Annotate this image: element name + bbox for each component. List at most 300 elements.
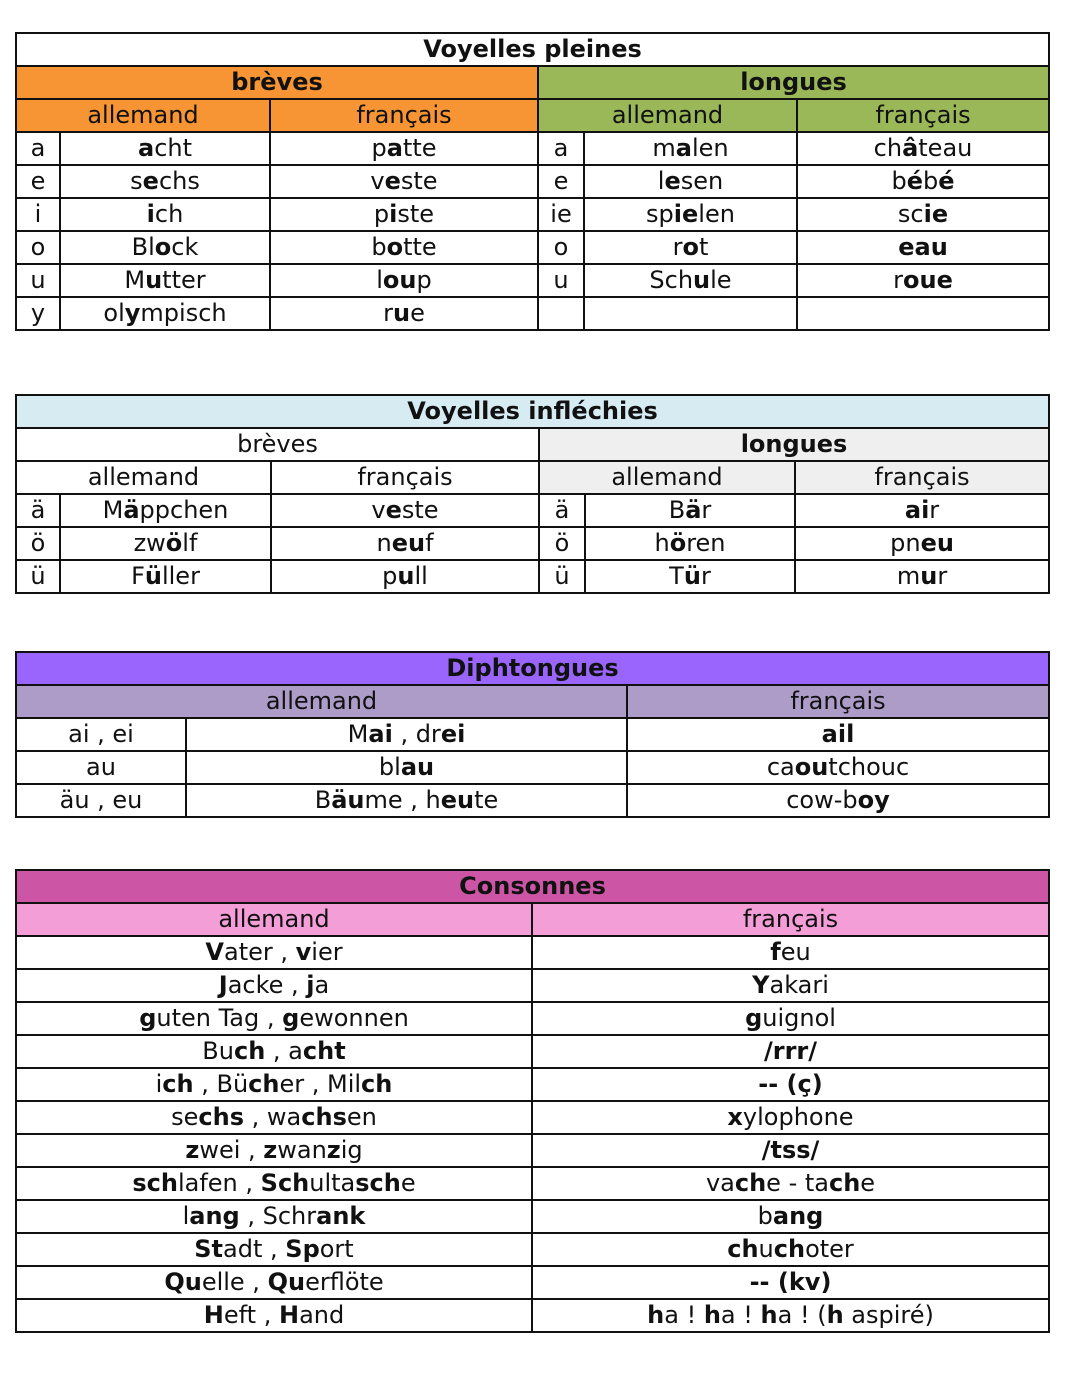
short-german-example-segment: M [102,496,124,524]
german-example-segment: elle , [201,1268,268,1296]
diphthong-cell: au [16,751,186,784]
inflechies-breves-francais-header: français [271,461,539,494]
long-french-example-segment: ch [873,134,903,162]
french-example-segment: ail [821,720,855,748]
german-example [16,1002,532,1035]
french-example-segment: uignol [762,1004,836,1032]
long-french-example-segment: oue [903,266,953,294]
german-example-segment: B [314,786,332,814]
german-example-segment: , Schr [239,1202,317,1230]
long-german-example-segment: Sch [649,266,694,294]
short-vowel-cell: e [16,165,60,198]
voyelles-pleines-table [15,32,1050,331]
table-row [16,1002,1049,1035]
pleines-longues-header: longues [538,66,1049,99]
diphtongues-allemand-header: allemand [16,685,627,718]
table-row [16,1101,1049,1134]
inflechies-breves-header: brèves [16,428,539,461]
long-french-example-segment: eu [920,529,954,557]
german-example-segment: ai [368,720,393,748]
long-german-example-segment: h [654,529,670,557]
french-example-segment: a ! [664,1301,704,1329]
inflechies-breves-allemand-header: allemand [16,461,271,494]
long-german-example-segment: t [698,233,709,261]
short-french-example-segment: i [389,200,398,228]
french-example [532,1068,1049,1101]
german-example-segment: ang [189,1202,240,1230]
german-example-segment: ig [340,1136,363,1164]
short-french-example-segment: v [370,167,385,195]
short-french-example [271,494,539,527]
short-german-example-segment: chs [158,167,200,195]
consonnes-title: Consonnes [16,870,1049,903]
short-french-example [270,231,538,264]
short-german-example-segment: cht [154,134,193,162]
french-example-segment: b [757,1202,773,1230]
short-german-example [60,527,271,560]
short-german-example-segment: ppchen [139,496,229,524]
long-french-example-segment: ie [923,200,949,228]
table-row [16,969,1049,1002]
german-example-segment: , wa [244,1103,302,1131]
french-example-segment: eu [780,938,811,966]
french-example-segment: /tss/ [761,1136,820,1164]
short-french-example-segment: e [384,167,401,195]
german-example-segment: , a [265,1037,303,1065]
long-vowel-cell: o [538,231,584,264]
short-german-example-segment: u [145,266,163,294]
long-german-example-segment: ü [683,562,701,590]
voyelles-inflechies-table [15,394,1050,594]
french-example-segment: -- (kv) [749,1268,832,1296]
table-row [16,1068,1049,1101]
diphtongues-body [16,652,1049,817]
long-german-example-segment: ie [673,200,699,228]
consonnes-allemand-header: allemand [16,903,532,936]
long-german-example-segment: sen [680,167,724,195]
table-row [16,1299,1049,1332]
long-french-example [795,494,1049,527]
short-french-example-segment: u [397,562,415,590]
long-french-example-segment: é [906,167,923,195]
short-german-example-segment: tter [162,266,206,294]
short-german-example-segment: ü [144,562,162,590]
german-example-segment: j [306,971,315,999]
german-example-segment: uten Tag , [156,1004,283,1032]
long-french-example [797,231,1049,264]
long-french-example-segment: u [920,562,938,590]
short-french-example-segment: o [386,233,404,261]
short-german-example-segment: M [124,266,146,294]
short-german-example-segment: y [124,299,141,327]
german-example-segment: M [347,720,369,748]
long-vowel-cell: u [538,264,584,297]
long-german-example-segment: len [698,200,735,228]
consonnes-body [16,870,1049,1332]
short-french-example-segment: l [376,266,383,294]
short-french-example-segment: b [371,233,387,261]
french-example [532,969,1049,1002]
german-example-segment: sch [132,1169,178,1197]
german-example [16,1134,532,1167]
table-row [16,718,1049,751]
short-french-example [270,264,538,297]
long-french-example [795,527,1049,560]
german-example-segment: , dr [392,720,441,748]
long-german-example-segment: r [700,562,711,590]
pleines-body [16,33,1049,330]
german-example-segment: eft , [223,1301,279,1329]
short-french-example [271,527,539,560]
french-example-segment: va [705,1169,735,1197]
german-example-segment: en [346,1103,377,1131]
french-example-segment: ch [734,1169,767,1197]
french-example [532,1299,1049,1332]
french-example [627,784,1049,817]
consonnes-francais-header: français [532,903,1049,936]
german-example-segment: Sch [260,1169,310,1197]
long-german-example [584,264,797,297]
german-example-segment: St [194,1235,224,1263]
short-french-example [270,132,538,165]
german-example-segment: ater , [223,938,296,966]
french-example-segment: h [703,1301,721,1329]
short-french-example-segment: eu [391,529,426,557]
french-example-segment: ang [772,1202,824,1230]
long-german-example-segment: len [691,134,729,162]
long-french-example-segment: pn [890,529,921,557]
german-example [16,936,532,969]
french-example-segment: h [760,1301,778,1329]
long-german-example-segment: l [657,167,665,195]
german-example-segment: acke , [227,971,307,999]
german-example-segment: Bu [202,1037,234,1065]
short-german-example-segment: s [130,167,143,195]
short-german-example-segment: o [154,233,172,261]
long-vowel-cell: e [538,165,584,198]
pleines-breves-francais-header: français [270,99,538,132]
german-example-segment: z [263,1136,278,1164]
french-example-segment: u [758,1235,774,1263]
short-german-example-segment: ller [161,562,200,590]
german-example-segment: v [295,938,312,966]
diphthong-cell: äu , eu [16,784,186,817]
long-german-example [585,560,795,593]
short-german-example [60,132,270,165]
german-example-segment: , Bü [193,1070,249,1098]
long-vowel-cell [538,297,584,330]
german-example [16,1035,532,1068]
german-example-segment: a [314,971,330,999]
short-german-example [60,264,270,297]
french-example-segment: ou [794,753,829,781]
german-example-segment: i [155,1070,163,1098]
short-german-example-segment: F [131,562,145,590]
german-example [186,718,627,751]
pleines-longues-allemand-header: allemand [538,99,797,132]
short-french-example-segment: r [383,299,393,327]
french-example [532,936,1049,969]
french-example-segment: ch [727,1235,759,1263]
german-example-segment: wan [277,1136,327,1164]
french-example-segment: aspiré) [843,1301,934,1329]
long-french-example-segment: é [938,167,955,195]
table-row [16,936,1049,969]
german-example-segment: ch [162,1070,194,1098]
german-example-segment: e [400,1169,416,1197]
long-vowel-cell: ü [539,560,585,593]
short-german-example-segment: e [142,167,159,195]
table-row [16,297,1049,330]
german-example-segment: äu [331,786,365,814]
french-example [627,751,1049,784]
german-example [16,1299,532,1332]
german-example [186,784,627,817]
long-german-example-segment: m [652,134,676,162]
long-german-example-segment: le [710,266,732,294]
short-french-example [270,297,538,330]
german-example-segment: cht [302,1037,346,1065]
short-german-example-segment: ol [103,299,125,327]
german-example-segment: ei [440,720,466,748]
french-example-segment: h [647,1301,665,1329]
short-french-example-segment: p [373,200,390,228]
short-german-example [60,165,270,198]
long-german-example-segment: sp [646,200,674,228]
long-german-example [584,132,797,165]
german-example-segment: g [139,1004,157,1032]
long-french-example [797,297,1049,330]
table-row [16,560,1049,593]
short-vowel-cell: o [16,231,60,264]
german-example [16,1101,532,1134]
german-example-segment: adt , [223,1235,286,1263]
long-german-example-segment: ren [686,529,726,557]
inflechies-longues-header: longues [539,428,1049,461]
long-german-example-segment: T [669,562,684,590]
short-french-example-segment: u [393,299,411,327]
short-german-example [60,494,271,527]
long-french-example-segment: sc [897,200,924,228]
long-vowel-cell: a [538,132,584,165]
german-example-segment: chs [198,1103,245,1131]
german-example [16,1233,532,1266]
long-french-example-segment: r [937,562,948,590]
short-french-example [271,560,539,593]
german-example-segment: ank [316,1202,366,1230]
german-example-segment: er , Mil [279,1070,362,1098]
short-german-example-segment: ck [171,233,199,261]
table-row [16,1035,1049,1068]
german-example-segment: se [171,1103,199,1131]
short-french-example-segment: ou [382,266,417,294]
german-example-segment: ewonnen [299,1004,409,1032]
french-example-segment: Y [752,971,770,999]
german-example [186,751,627,784]
table-row [16,1266,1049,1299]
long-german-example [584,231,797,264]
table-row [16,165,1049,198]
long-french-example [797,264,1049,297]
long-german-example-segment: ö [669,529,687,557]
french-example [627,718,1049,751]
table-row [16,527,1049,560]
german-example-segment: chs [301,1103,347,1131]
inflechies-title: Voyelles infléchies [16,395,1049,428]
german-example [16,1167,532,1200]
inflechies-longues-francais-header: français [795,461,1049,494]
german-example-segment: ulta [309,1169,356,1197]
german-example-segment: z [326,1136,341,1164]
short-french-example-segment: ste [401,496,439,524]
long-german-example-segment: r [701,496,712,524]
short-german-example [60,560,271,593]
short-french-example-segment: n [376,529,392,557]
long-german-example [584,297,797,330]
long-german-example [584,165,797,198]
french-example-segment: ca [766,753,795,781]
long-french-example-segment: r [929,496,940,524]
german-example [16,1068,532,1101]
short-french-example-segment: tte [402,134,437,162]
pleines-breves-header: brèves [16,66,538,99]
short-french-example-segment: f [425,529,434,557]
french-example-segment: ch [773,1235,806,1263]
long-german-example-segment: r [672,233,683,261]
french-example-segment: /rrr/ [763,1037,818,1065]
french-example-segment: f [770,938,781,966]
long-vowel-cell: ie [538,198,584,231]
table-row [16,198,1049,231]
long-french-example-segment: teau [918,134,973,162]
french-example-segment: x [727,1103,743,1131]
short-german-example-segment: lf [182,529,198,557]
short-french-example-segment: p [371,134,387,162]
german-example-segment: au [400,753,435,781]
long-german-example [585,527,795,560]
german-example-segment: ch [361,1070,393,1098]
table-row [16,784,1049,817]
long-vowel-cell: ö [539,527,585,560]
german-example-segment: me , h [364,786,441,814]
short-german-example-segment: ö [165,529,183,557]
inflechies-longues-allemand-header: allemand [539,461,795,494]
french-example-segment: oter [805,1235,854,1263]
short-german-example [60,198,270,231]
short-german-example-segment: ä [123,496,140,524]
short-french-example-segment: v [371,496,386,524]
german-example-segment: te [474,786,499,814]
long-german-example-segment: ä [685,496,702,524]
long-french-example-segment: m [896,562,921,590]
german-example-segment: lafen , [177,1169,261,1197]
short-vowel-cell: u [16,264,60,297]
short-german-example-segment: a [137,134,155,162]
french-example-segment: g [745,1004,763,1032]
table-row [16,1200,1049,1233]
french-example-segment: -- (ç) [758,1070,823,1098]
long-french-example-segment: eau [898,233,948,261]
german-example-segment: Qu [267,1268,306,1296]
long-french-example [797,165,1049,198]
long-french-example [795,560,1049,593]
table-row [16,1134,1049,1167]
short-vowel-cell: a [16,132,60,165]
french-example-segment: akari [769,971,829,999]
table-row [16,494,1049,527]
german-example-segment: g [282,1004,300,1032]
german-example [16,969,532,1002]
table-row [16,264,1049,297]
german-example-segment: erflöte [305,1268,384,1296]
german-example-segment: V [205,938,224,966]
german-example-segment: Qu [164,1268,202,1296]
short-french-example-segment: e [385,496,402,524]
pleines-breves-allemand-header: allemand [16,99,270,132]
french-example-segment: e - ta [766,1169,829,1197]
french-example [532,1266,1049,1299]
short-french-example [270,165,538,198]
diphthong-cell: ai , ei [16,718,186,751]
long-german-example-segment: e [664,167,681,195]
french-example [532,1101,1049,1134]
french-example [532,1233,1049,1266]
long-french-example-segment: r [893,266,904,294]
french-example [532,1200,1049,1233]
german-example-segment: J [218,971,228,999]
short-french-example-segment: p [416,266,432,294]
long-french-example-segment: b [923,167,939,195]
table-row [16,1167,1049,1200]
german-example [16,1266,532,1299]
french-example-segment: tchouc [828,753,910,781]
table-row [16,132,1049,165]
diphtongues-title: Diphtongues [16,652,1049,685]
german-example-segment: Sp [285,1235,320,1263]
german-example-segment: eu [440,786,475,814]
long-french-example-segment: â [902,134,919,162]
german-example-segment: and [299,1301,345,1329]
german-example-segment: ier [311,938,343,966]
french-example-segment: a ! ( [777,1301,827,1329]
pleines-title: Voyelles pleines [16,33,1049,66]
german-example-segment: l [182,1202,190,1230]
german-example-segment: ch [233,1037,266,1065]
long-vowel-cell: ä [539,494,585,527]
short-vowel-cell: ü [16,560,60,593]
short-french-example-segment: a [386,134,403,162]
french-example [532,1134,1049,1167]
long-german-example-segment: B [668,496,686,524]
french-example-segment: oy [857,786,890,814]
short-vowel-cell: y [16,297,60,330]
german-example-segment: wei , [199,1136,264,1164]
short-german-example [60,297,270,330]
french-example-segment: ch [828,1169,861,1197]
french-example-segment: a ! [720,1301,761,1329]
german-example-segment: H [278,1301,300,1329]
short-french-example-segment: ste [397,200,435,228]
german-example [16,1200,532,1233]
german-example-segment: ch [248,1070,280,1098]
long-german-example-segment: o [682,233,699,261]
short-german-example-segment: i [146,200,155,228]
short-german-example-segment: ch [154,200,184,228]
short-vowel-cell: i [16,198,60,231]
french-example [532,1167,1049,1200]
long-german-example [584,198,797,231]
pleines-longues-francais-header: français [797,99,1049,132]
